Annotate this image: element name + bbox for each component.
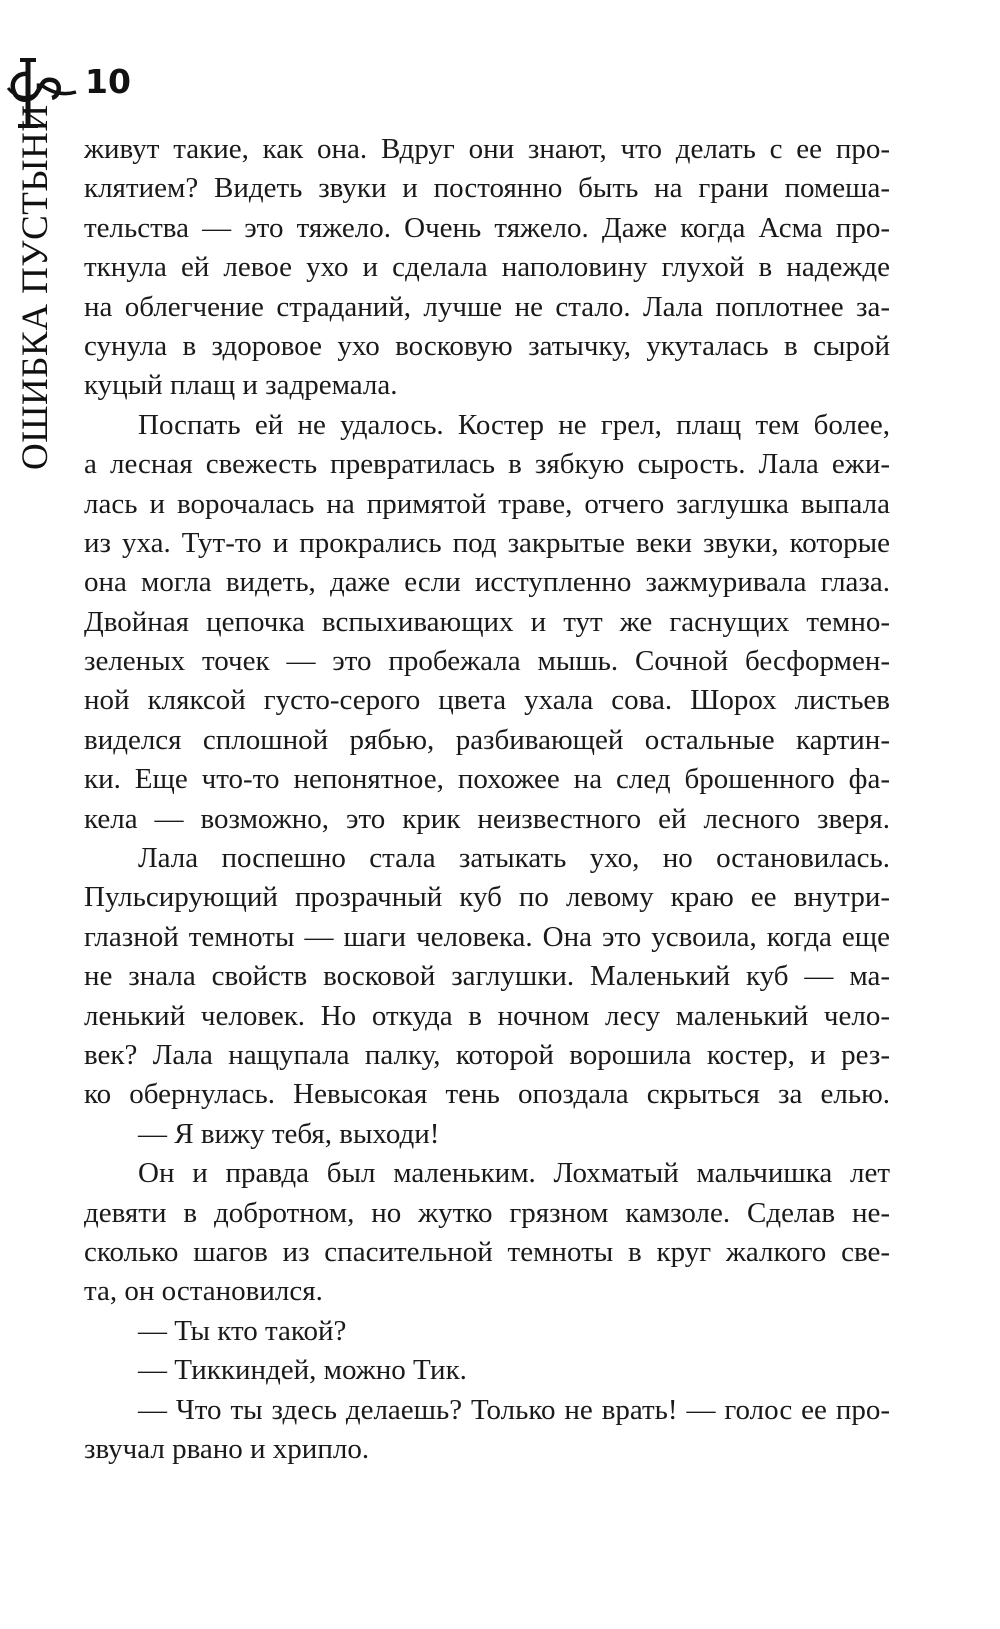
text-line: глазной темноты — шаги человека. Она это усвоила, когда еще (84, 920, 890, 953)
page-number: 10 (85, 62, 131, 101)
text-line: век? Лала нащупала палку, которой ворошила костер, и рез- (84, 1038, 890, 1071)
dialogue-line: — Я вижу тебя, выходи! (138, 1117, 440, 1150)
text-line: ко обернулась. Невысокая тень опоздала скрыться за елью. (84, 1078, 890, 1111)
text-line: не знала свойств восковой заглушки. Маленький куб — ма- (84, 960, 890, 993)
text-line: Лала поспешно стала затыкать ухо, но остановилась. (138, 842, 890, 875)
text-line: ткнула ей левое ухо и сделала наполовину глухой в надежде (84, 251, 890, 284)
text-line: ной кляксой густо-серого цвета ухала сова. Шорох листьев (84, 684, 890, 717)
text-line: та, он остановился. (84, 1275, 323, 1308)
text-line: зеленых точек — это пробежала мышь. Сочной бесформен- (84, 645, 890, 678)
running-head-dash: - (15, 81, 56, 95)
text-line: из уха. Тут-то и прокрались под закрытые веки звуки, которые (84, 526, 890, 559)
text-line: клятием? Видеть звуки и постоянно быть на грани помеша- (84, 172, 890, 205)
text-line: Поспать ей не удалось. Костер не грел, плащ тем более, (138, 408, 890, 441)
text-line: Он и правда был маленьким. Лохматый мальчишка лет (138, 1157, 890, 1190)
text-line: виделся сплошной рябью, разбивающей остальные картин- (84, 723, 890, 756)
text-line: тельства — это тяжело. Очень тяжело. Даже когда Асма про- (84, 211, 890, 244)
text-line: она могла видеть, даже если исступленно зажмуривала глаза. (84, 566, 890, 599)
running-head (14, 82, 58, 470)
text-line: звучал рвано и хрипло. (84, 1432, 370, 1465)
running-head-title: ОШИБКА ПУСТЫНИ (15, 104, 56, 470)
dialogue-line: — Ты кто такой? (138, 1314, 347, 1347)
text-line: куцый плащ и задремала. (84, 369, 398, 402)
text-line: девяти в добротном, но жутко грязном камзоле. Сделав не- (84, 1196, 890, 1229)
text-line: Двойная цепочка вспыхивающих и тут же гаснущих темно- (84, 605, 890, 638)
text-line: живут такие, как она. Вдруг они знают, что делать с ее про- (84, 133, 890, 165)
body-text (84, 130, 890, 1469)
text-line: а лесная свежесть превратилась в зябкую сырость. Лала ежи- (84, 448, 890, 481)
text-line: ки. Еще что-то непонятное, похожее на след брошенного фа- (84, 763, 890, 796)
text-line: сунула в здоровое ухо восковую затычку, укуталась в сырой (84, 329, 890, 362)
dialogue-line: — Тиккиндей, можно Тик. (138, 1354, 467, 1387)
text-line: лась и ворочалась на примятой траве, отчего заглушка выпала (84, 487, 890, 520)
text-line: кела — возможно, это крик неизвестного ей лесного зверя. (84, 802, 890, 835)
text-line: Пульсирующий прозрачный куб по левому краю ее внутри- (84, 881, 890, 914)
text-line: ленький человек. Но откуда в ночном лесу маленький чело- (84, 999, 890, 1032)
dialogue-line: — Что ты здесь делаешь? Только не врать! — голос ее про- (138, 1393, 890, 1426)
text-line: на облегчение страданий, лучше не стало. Лала поплотнее за- (84, 290, 890, 323)
text-line: сколько шагов из спасительной темноты в круг жалкого све- (84, 1235, 890, 1268)
